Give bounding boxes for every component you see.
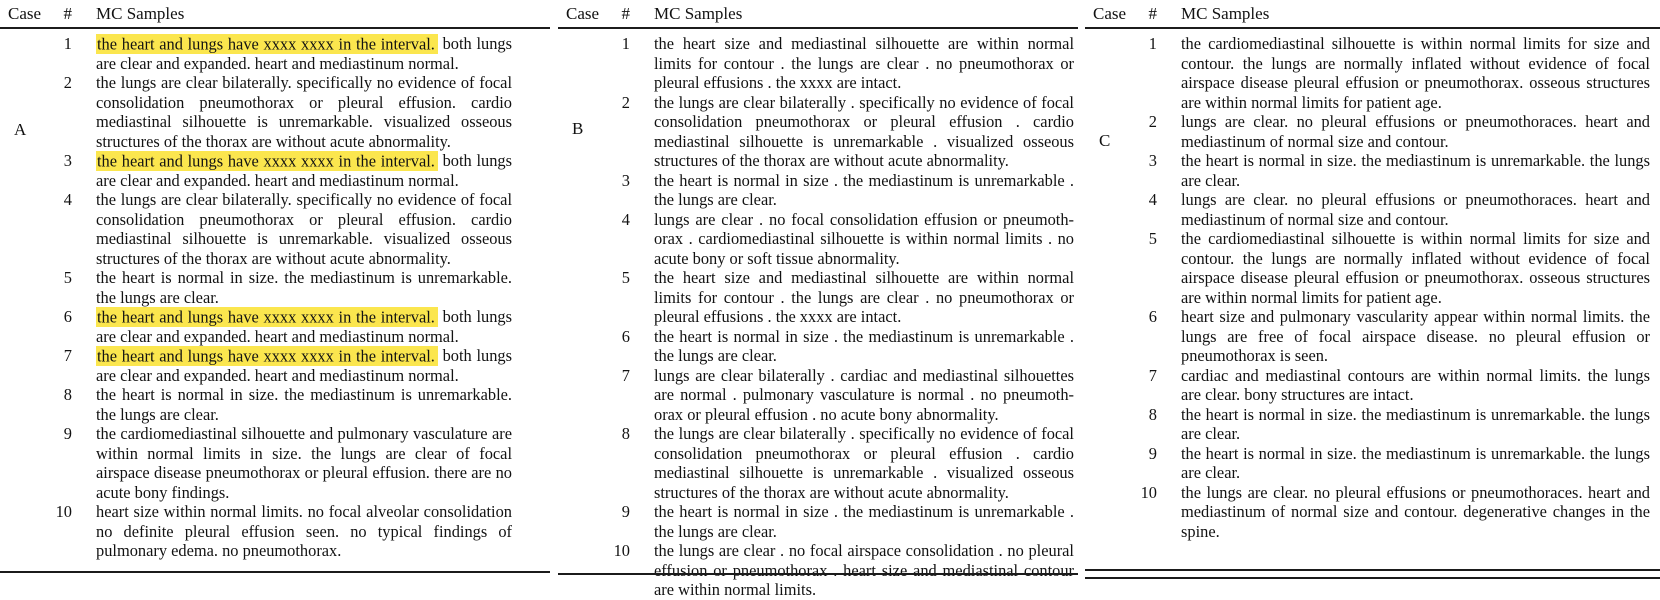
sample-text-segment: the heart is normal in size . the mediastinum is unremarkable . the lungs are clear. — [654, 502, 1074, 541]
table-row — [0, 346, 550, 385]
mc-sample-text — [72, 73, 550, 151]
sample-number: 2 — [621, 92, 630, 112]
table-row — [1085, 405, 1660, 444]
mc-sample-text — [1157, 190, 1660, 229]
table-row — [558, 327, 1078, 366]
sample-text-segment: the lungs are clear . no focal airspace consolidation . no pleural effusion or pneumothorax . heart size and mediastinal contour are within normal limits. — [654, 541, 1074, 599]
sample-text-segment: both lungs are clear and expanded. heart and mediastinum normal. — [96, 34, 512, 73]
sample-text-segment: the heart size and mediastinal silhouette are within normal limits for contour . the lungs are clear . no pneumothorax or pleural effusions . the xxxx are intact. — [654, 268, 1074, 326]
table-row — [1085, 112, 1660, 151]
case-label: B — [572, 119, 584, 138]
column-header-mc-samples: MC Samples — [96, 4, 185, 23]
mc-sample-text — [1157, 112, 1660, 151]
table-row — [558, 171, 1078, 210]
column-header-case: Case — [8, 4, 42, 23]
sample-number: 1 — [1148, 34, 1157, 53]
mc-sample-text — [1157, 483, 1660, 542]
sample-number: 7 — [621, 365, 630, 385]
sample-text-segment: the cardiomediastinal silhouette is within normal limits for size and contour. the lungs are normally inflated without evidence of focal airspace disease pleural effusion or pneumothorax. osseous structures are within normal limits for patient age. — [1181, 229, 1650, 307]
table-row — [0, 73, 550, 151]
mc-sample-text — [630, 327, 1078, 366]
sample-number: 4 — [621, 209, 630, 229]
table-row — [558, 502, 1078, 541]
table-header — [558, 0, 1078, 29]
mc-sample-text — [1157, 229, 1660, 307]
table-header — [0, 0, 550, 29]
table-row — [0, 385, 550, 424]
sample-text-segment: the heart is normal in size . the mediastinum is unremarkable . the lungs are clear. — [654, 326, 1074, 365]
sample-number: 9 — [621, 502, 630, 521]
table-row — [0, 502, 550, 561]
table-body — [558, 29, 1078, 600]
sample-text-segment: the heart is normal in size. the mediastinum is unremarkable. the lungs are clear. — [96, 385, 512, 424]
sample-number: 3 — [1148, 151, 1157, 170]
table-bottom-double-rule — [1085, 569, 1660, 579]
table-bottom-rule — [558, 573, 1078, 575]
sample-text-segment: both lungs are clear and expanded. heart and mediastinum normal. — [96, 346, 512, 385]
table-row — [0, 190, 550, 268]
mc-sample-text — [630, 171, 1078, 210]
mc-sample-text — [72, 424, 550, 502]
table-case-c — [1085, 0, 1660, 582]
sample-number: 8 — [1148, 404, 1157, 424]
sample-text-segment: the heart is normal in size . the mediastinum is unremarkable . the lungs are clear. — [654, 170, 1074, 209]
sample-number: 6 — [63, 307, 72, 326]
sample-number: 5 — [621, 268, 630, 287]
sample-number: 9 — [63, 424, 72, 443]
sample-text-segment: the heart is normal in size. the mediastinum is unremarkable. the lungs are clear. — [1181, 443, 1650, 482]
mc-sample-text — [72, 151, 550, 190]
sample-text-segment: the lungs are clear bilaterally. specifically no evidence of focal consolidation pneumothorax or pleural effusion. cardio mediastinal silhouette is unremarkable. visualized osseous structures of the thorax are without acute abnormality. — [96, 190, 512, 268]
column-header-case: Case — [1093, 4, 1127, 23]
table-bottom-rule — [0, 571, 550, 573]
highlighted-sample-text: the heart and lungs have xxxx xxxx in the interval. — [96, 307, 438, 327]
column-header-number: # — [1148, 4, 1157, 23]
mc-sample-text — [630, 93, 1078, 171]
sample-text-segment: the lungs are clear. no pleural effusions or pneumothoraces. heart and mediastinum of normal size and contour. degenerative changes in the spine. — [1181, 482, 1650, 541]
mc-sample-text — [1157, 307, 1660, 366]
sample-number: 7 — [63, 346, 72, 365]
sample-text-segment: the heart is normal in size. the mediastinum is unremarkable. the lungs are clear. — [1181, 404, 1650, 443]
mc-sample-text — [72, 34, 550, 73]
sample-number: 3 — [63, 151, 72, 170]
highlighted-sample-text: the heart and lungs have xxxx xxxx in the interval. — [96, 34, 438, 54]
sample-number: 5 — [1148, 229, 1157, 248]
sample-text-segment: the heart size and mediastinal silhouette are within normal limits for contour . the lungs are clear . no pneumothorax or pleural effusions . the xxxx are intact. — [654, 34, 1074, 92]
sample-text-segment: lungs are clear. no pleural effusions or pneumothoraces. heart and mediastinum of normal size and contour. — [1181, 112, 1650, 151]
mc-sample-text — [1157, 366, 1660, 405]
sample-number: 10 — [55, 502, 72, 521]
sample-number: 2 — [63, 73, 72, 92]
table-row — [0, 151, 550, 190]
sample-text-segment: heart size within normal limits. no focal alveolar consolidation no definite pleural effusion seen. no typical findings of pulmonary edema. no pneumothorax. — [96, 502, 512, 560]
table-row — [0, 424, 550, 502]
sample-number: 4 — [63, 190, 72, 209]
sample-number: 1 — [621, 34, 630, 53]
mc-sample-text — [72, 307, 550, 346]
table-row — [1085, 483, 1660, 542]
table-row — [1085, 229, 1660, 307]
case-label: A — [14, 120, 27, 139]
mc-sample-text — [72, 268, 550, 307]
mc-sample-text — [1157, 405, 1660, 444]
table-row — [558, 541, 1078, 600]
sample-number: 8 — [621, 424, 630, 443]
table-body — [0, 29, 550, 561]
table-case-b — [558, 0, 1078, 599]
sample-text-segment: both lungs are clear and expanded. heart and mediastinum normal. — [96, 307, 512, 346]
table-row — [558, 210, 1078, 269]
highlighted-sample-text: the heart and lungs have xxxx xxxx in the interval. — [96, 346, 438, 366]
table-header — [1085, 0, 1660, 29]
sample-text-segment: the lungs are clear bilaterally . specifically no evidence of focal consolidation pneumothorax or pleural effusion . cardio mediastinal silhouette is unremarkable . visualized osseous structures of the thorax are without acute abnormality. — [654, 424, 1074, 502]
sample-number: 10 — [1140, 482, 1157, 502]
sample-text-segment: the heart is normal in size. the mediastinum is unremarkable. the lungs are clear. — [96, 268, 512, 307]
sample-number: 5 — [63, 268, 72, 287]
column-header-number: # — [63, 4, 72, 23]
table-row — [0, 268, 550, 307]
sample-number: 6 — [1148, 307, 1157, 326]
sample-text-segment: the lungs are clear bilaterally. specifically no evidence of focal consolidation pneumothorax or pleural effusion. cardio mediastinal silhouette is unremarkable. visualized osseous structures of the thorax are without acute abnormality. — [96, 73, 512, 151]
sample-number: 10 — [613, 541, 630, 560]
table-row — [1085, 366, 1660, 405]
sample-text-segment: lungs are clear. no pleural effusions or pneumothoraces. heart and mediastinum of normal size and contour. — [1181, 190, 1650, 229]
table-row — [558, 424, 1078, 502]
mc-sample-text — [630, 210, 1078, 269]
table-row — [1085, 151, 1660, 190]
mc-sample-text — [630, 268, 1078, 327]
table-case-a — [0, 0, 550, 582]
sample-number: 3 — [621, 170, 630, 190]
mc-sample-text — [72, 190, 550, 268]
table-body — [1085, 29, 1660, 541]
column-header-case: Case — [566, 4, 600, 23]
table-row — [1085, 190, 1660, 229]
sample-text-segment: the lungs are clear bilaterally . specifically no evidence of focal consolidation pneumothorax or pleural effusion . cardio mediastinal silhouette is unremarkable . visualized osseous structures of the thorax are without acute abnormality. — [654, 92, 1074, 170]
highlighted-sample-text: the heart and lungs have xxxx xxxx in the interval. — [96, 151, 438, 171]
sample-number: 1 — [63, 34, 72, 53]
sample-text-segment: the heart is normal in size. the mediastinum is unremarkable. the lungs are clear. — [1181, 151, 1650, 190]
table-row — [558, 268, 1078, 327]
sample-number: 8 — [63, 385, 72, 404]
column-header-mc-samples: MC Samples — [1181, 4, 1270, 23]
sample-number: 7 — [1148, 365, 1157, 385]
sample-number: 9 — [1148, 443, 1157, 463]
table-row — [0, 307, 550, 346]
table-row — [558, 366, 1078, 425]
sample-text-segment: heart size and pulmonary vascularity appear within normal limits. the lungs are free of focal airspace disease. no pleural effusion or pneumothorax is seen. — [1181, 307, 1650, 365]
mc-sample-text — [1157, 151, 1660, 190]
sample-text-segment: both lungs are clear and expanded. heart and mediastinum normal. — [96, 151, 512, 190]
mc-sample-text — [1157, 444, 1660, 483]
sample-number: 4 — [1148, 190, 1157, 209]
column-header-number: # — [621, 4, 630, 23]
table-row — [1085, 34, 1660, 112]
sample-text-segment: lungs are clear bilaterally . cardiac and mediastinal silhouettes are normal . pulmonary vasculature is normal . no pneumoth-orax or pleural effusion . no acute bony abnormality. — [654, 365, 1074, 424]
table-row — [558, 93, 1078, 171]
mc-sample-text — [630, 424, 1078, 502]
mc-sample-text — [1157, 34, 1660, 112]
mc-sample-text — [72, 385, 550, 424]
sample-text-segment: the cardiomediastinal silhouette and pulmonary vasculature are within normal limits in size. the lungs are clear of focal airspace disease pneumothorax or pleural effusion. there are no acute bony findings. — [96, 424, 512, 502]
sample-number: 2 — [1148, 112, 1157, 131]
column-header-mc-samples: MC Samples — [654, 4, 743, 23]
mc-sample-text — [630, 541, 1078, 600]
sample-number: 6 — [621, 326, 630, 346]
table-row — [0, 34, 550, 73]
table-row — [1085, 444, 1660, 483]
mc-sample-text — [630, 366, 1078, 425]
sample-text-segment: lungs are clear . no focal consolidation effusion or pneumoth-orax . cardiomediastinal silhouette is within normal limits . no acute bony or soft tissue abnormality. — [654, 209, 1074, 268]
mc-sample-text — [630, 502, 1078, 541]
case-label: C — [1099, 131, 1111, 150]
table-row — [558, 34, 1078, 93]
mc-sample-text — [630, 34, 1078, 93]
mc-sample-text — [72, 502, 550, 561]
sample-text-segment: cardiac and mediastinal contours are within normal limits. the lungs are clear. bony structures are intact. — [1181, 365, 1650, 404]
mc-sample-text — [72, 346, 550, 385]
sample-text-segment: the cardiomediastinal silhouette is within normal limits for size and contour. the lungs are normally inflated without evidence of focal airspace disease pleural effusion or pneumothorax. osseous structures are within normal limits for patient age. — [1181, 34, 1650, 112]
table-row — [1085, 307, 1660, 366]
